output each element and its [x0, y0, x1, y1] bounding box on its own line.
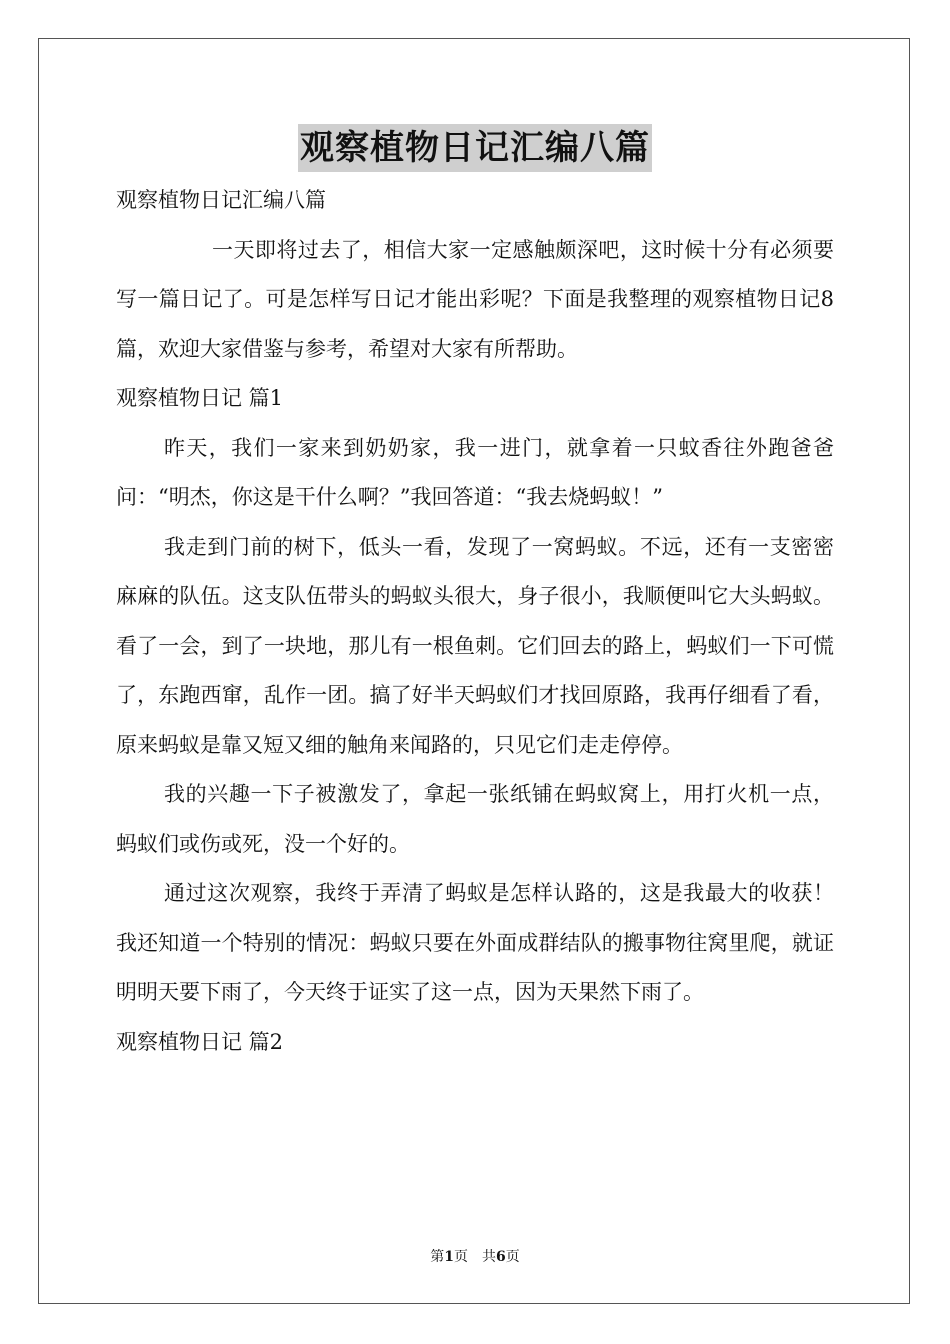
intro-paragraph: 一天即将过去了，相信大家一定感触颇深吧，这时候十分有必须要写一篇日记了。可是怎样写日记才能出彩呢？下面是我整理的观察植物日记8篇，欢迎大家借鉴与参考，希望对大家有所帮助。: [116, 237, 834, 361]
paragraph-4: 通过这次观察，我终于弄清了蚂蚁是怎样认路的，这是我最大的收获！我还知道一个特别的情况：蚂蚁只要在外面成群结队的搬事物往窝里爬，就证明明天要下雨了，今天终于证实了这一点，因为天果然下雨了。: [116, 881, 834, 1004]
paragraph-3: 我的兴趣一下子被激发了，拿起一张纸铺在蚂蚁窝上，用打火机一点，蚂蚁们或伤或死，没一个好的。: [116, 782, 834, 856]
footer-suffix: 页: [505, 1249, 520, 1265]
footer-total-pages: 6: [496, 1249, 506, 1265]
footer-mid: 页 共: [454, 1249, 496, 1265]
footer-current-page: 1: [444, 1249, 454, 1265]
page-footer: [0, 1246, 950, 1266]
paragraph-2: 我走到门前的树下，低头一看，发现了一窝蚂蚁。不远，还有一支密密麻麻的队伍。这支队伍带头的蚂蚁头很大，身子很小，我顺便叫它大头蚂蚁。看了一会，到了一块地，那儿有一根鱼刺。它们回去的路上，蚂蚁们一下可慌了，东跑西窜，乱作一团。搞了好半天蚂蚁们才找回原路，我再仔细看了看，原来蚂蚁是靠又短又细的触角来闻路的，只见它们走走停停。: [116, 534, 834, 757]
section-heading-2: 观察植物日记 篇2: [116, 1029, 284, 1054]
paragraph-1: 昨天，我们一家来到奶奶家，我一进门，就拿着一只蚊香往外跑爸爸问：“明杰，你这是干什么啊？”我回答道：“我去烧蚂蚁！”: [116, 435, 834, 509]
document-subtitle: 观察植物日记汇编八篇: [116, 188, 326, 212]
document-title-wrap: [0, 124, 950, 172]
footer-prefix: 第: [430, 1249, 445, 1265]
document-body: [116, 176, 834, 1067]
document-title: 观察植物日记汇编八篇: [298, 124, 652, 172]
section-heading-1: 观察植物日记 篇1: [116, 386, 284, 410]
